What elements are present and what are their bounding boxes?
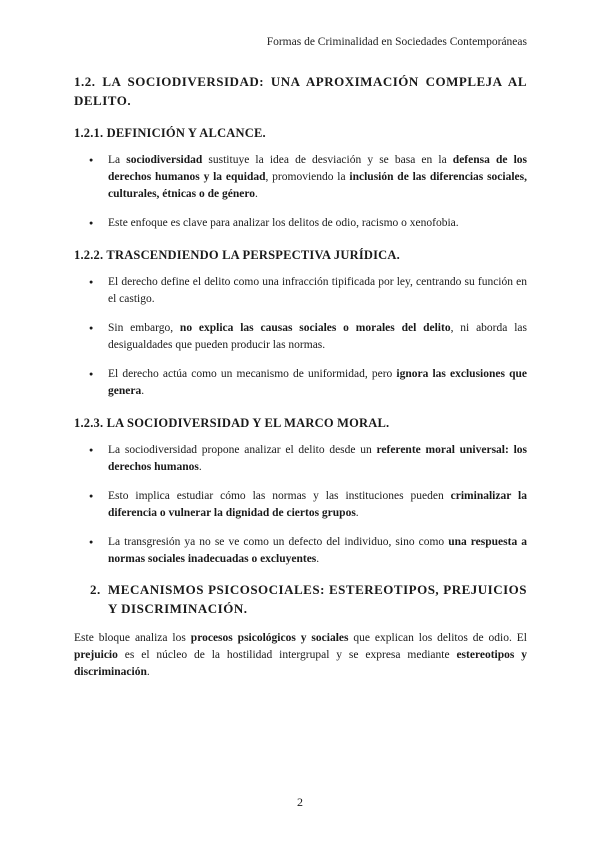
list-item: ● El derecho actúa como un mecanismo de uniformidad, pero ignora las exclusiones que genera. <box>74 366 527 400</box>
section-heading-1-2: 1.2. LA SOCIODIVERSIDAD: UNA APROXIMACIÓN COMPLEJA AL DELITO. <box>74 74 527 108</box>
bullet-list-1-2-1 <box>74 152 527 232</box>
list-item: ● Esto implica estudiar cómo las normas y las instituciones pueden criminalizar la diferencia o vulnerar la dignidad de ciertos grupos. <box>74 488 527 522</box>
bullet-list-1-2-2 <box>74 274 527 400</box>
list-item: ● La sociodiversidad propone analizar el delito desde un referente moral universal: los derechos humanos. <box>74 442 527 476</box>
page-number: 2 <box>297 795 303 809</box>
list-item: ● La sociodiversidad sustituye la idea de desviación y se basa en la defensa de los derechos humanos y la equidad, promoviendo la inclusión de las diferencias sociales, culturales, étnicas o de género. <box>74 152 527 203</box>
section-number: 2. <box>90 582 101 597</box>
list-item: ● La transgresión ya no se ve como un defecto del individuo, sino como una respuesta a normas sociales inadecuadas o excluyentes. <box>74 534 527 568</box>
subsection-heading-1-2-1: 1.2.1. DEFINICIÓN Y ALCANCE. <box>74 126 266 140</box>
running-header: Formas de Criminalidad en Sociedades Contemporáneas <box>266 36 527 48</box>
section-2-paragraph: Este bloque analiza los procesos psicológicos y sociales que explican los delitos de odio. El prejuicio es el núcleo de la hostilidad intergrupal y se expresa mediante estereotipos y discriminación. <box>74 632 527 678</box>
subsection-heading-1-2-3: 1.2.3. LA SOCIODIVERSIDAD Y EL MARCO MORAL. <box>74 416 390 430</box>
page-content <box>74 72 527 681</box>
list-item: ● El derecho define el delito como una infracción tipificada por ley, centrando su función en el castigo. <box>74 274 527 308</box>
subsection-heading-1-2-2: 1.2.2. TRASCENDIENDO LA PERSPECTIVA JURÍDICA. <box>74 248 400 262</box>
list-item: ● Sin embargo, no explica las causas sociales o morales del delito, ni aborda las desigualdades que pueden producir las normas. <box>74 320 527 354</box>
section-heading-2 <box>74 580 527 618</box>
section-title: MECANISMOS PSICOSOCIALES: ESTEREOTIPOS, PREJUICIOS Y DISCRIMINACIÓN. <box>108 582 527 616</box>
list-item: ● Este enfoque es clave para analizar los delitos de odio, racismo o xenofobia. <box>74 215 527 232</box>
bullet-list-1-2-3 <box>74 442 527 568</box>
